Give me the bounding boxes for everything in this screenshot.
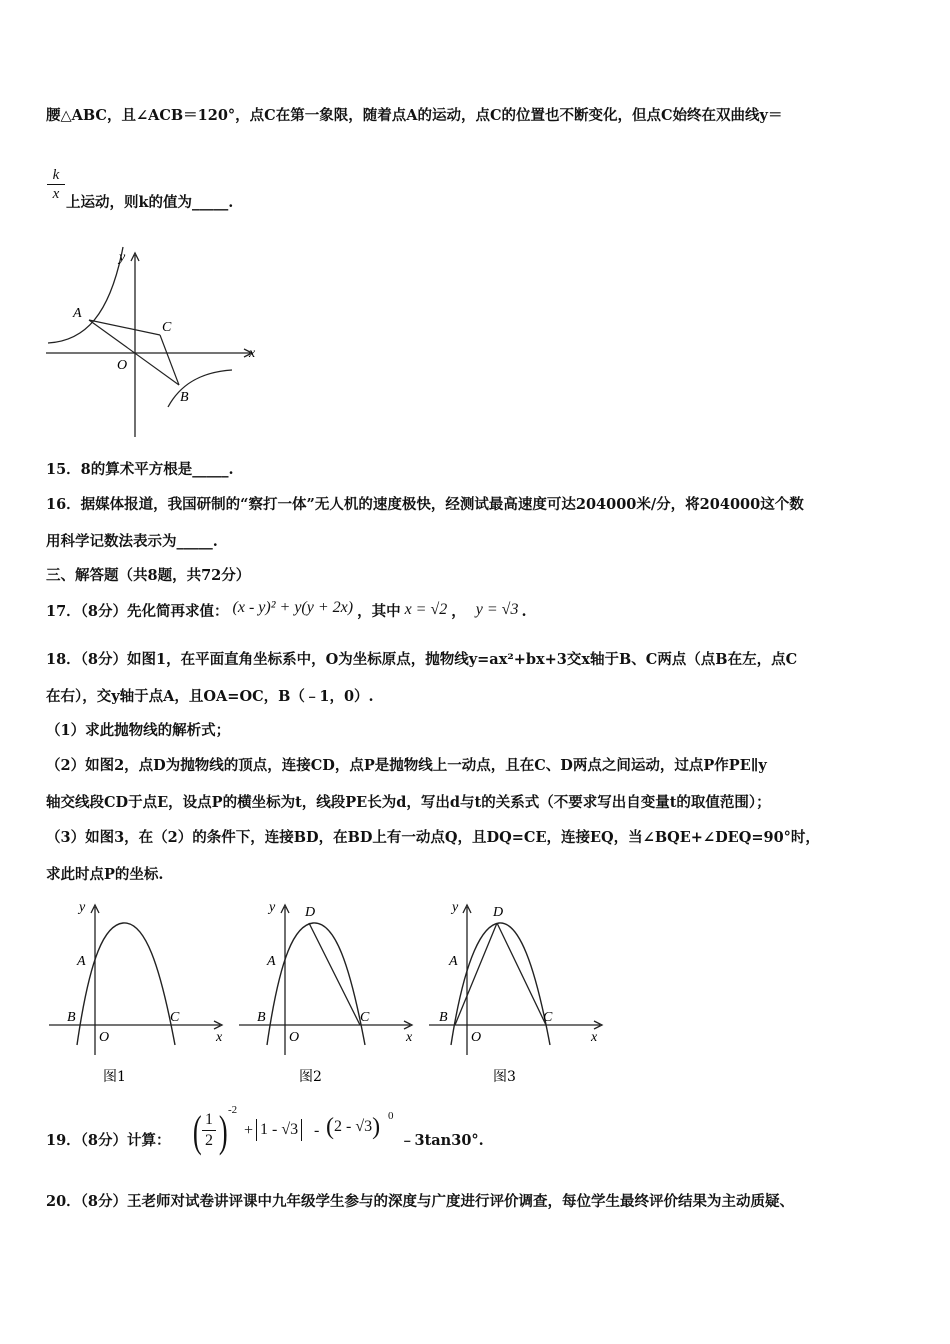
q15-text: 15．8的算术平方根是_____. — [46, 461, 234, 478]
q19-paren-group — [326, 1114, 380, 1141]
fig3-y: y — [452, 900, 459, 915]
fig1-caption: 图1 — [103, 1069, 126, 1085]
q18-part3-line2: 求此时点P的坐标. — [46, 866, 164, 883]
q17-cond-y: y = √3 — [475, 601, 519, 618]
fig2-A: A — [267, 954, 276, 969]
q19-exp1: -2 — [228, 1104, 238, 1116]
fig2-B: B — [257, 1010, 266, 1025]
q14-fig-x: x — [249, 346, 256, 361]
q19-minus: - — [314, 1122, 320, 1139]
q18-figure-2 — [235, 895, 420, 1090]
q17-prefix: 17．（8分）先化简再求值： — [46, 603, 229, 620]
q19-paren-content: 2 - √3 — [334, 1118, 373, 1135]
q19-paren-left: ( — [192, 1107, 202, 1156]
fig2-x: x — [406, 1030, 413, 1045]
q19-frac-num: 1 — [202, 1110, 216, 1131]
fig2-D: D — [305, 905, 316, 920]
fig1-B: B — [67, 1010, 76, 1025]
q18-figure-1 — [45, 895, 230, 1090]
q18-part2-line2: 轴交线段CD于点E，设点P的横坐标为t，线段PE长为d，写出d与t的关系式（不要求写出自变量t的取值范围）； — [46, 794, 771, 811]
section-3-heading: 三、解答题（共8题，共72分） — [46, 567, 251, 584]
q19-plus: + — [244, 1122, 254, 1139]
q18-part2-line1: （2）如图2，点D为抛物线的顶点，连接CD，点P是抛物线上一动点，且在C、D两点之间运动，过点P作PE∥y — [46, 757, 767, 774]
fig2-C: C — [360, 1010, 370, 1025]
q17-sep: ， — [451, 603, 466, 620]
q14-frac-den: x — [52, 186, 60, 202]
q19-frac-den: 2 — [205, 1132, 213, 1149]
fig2-y: y — [269, 900, 276, 915]
fig3-D: D — [493, 905, 504, 920]
q18-figure-3 — [425, 895, 610, 1090]
q14-frac-num: k — [47, 166, 65, 185]
fig1-C: C — [170, 1010, 180, 1025]
q14-line1: 腰△ABC，且∠ACB＝120°，点C在第一象限，随着点A的运动，点C的位置也不断变化，但点C始终在双曲线y＝ — [46, 107, 783, 124]
q20-line1: 20．（8分）王老师对试卷讲评课中九年级学生参与的深度与广度进行评价调查，每位学生最终评价结果为主动质疑、 — [46, 1193, 795, 1210]
fig3-O: O — [471, 1030, 482, 1045]
fig3-C: C — [543, 1010, 553, 1025]
q14-fig-C: C — [162, 320, 172, 335]
q16-line1: 16．据媒体报道，我国研制的“察打一体”无人机的速度极快，经测试最高速度可达204000米/分，将204000这个数 — [46, 496, 804, 513]
fig1-A: A — [77, 954, 86, 969]
q14-line2: 上运动，则k的值为_____. — [66, 194, 234, 211]
fig3-B: B — [439, 1010, 448, 1025]
fig1-O: O — [99, 1030, 110, 1045]
q18-part3-line1: （3）如图3，在（2）的条件下，连接BD，在BD上有一动点Q，且DQ=CE，连接EQ，当∠BQE+∠DEQ=90°时， — [46, 829, 820, 846]
q14-fig-A: A — [73, 306, 82, 321]
fig1-y: y — [79, 900, 86, 915]
q19-abs — [256, 1119, 302, 1141]
q17-expression: (x - y)² + y(y + 2x) — [232, 599, 354, 616]
fig3-x: x — [591, 1030, 598, 1045]
q17-end: . — [521, 603, 527, 620]
q14-fig-B: B — [180, 390, 189, 405]
q14-fig-O: O — [117, 358, 128, 373]
fig3-A: A — [449, 954, 458, 969]
fig1-x: x — [216, 1030, 223, 1045]
q14-fig-y: y — [119, 250, 126, 265]
q14-fraction — [47, 166, 65, 203]
q18-line1: 18．（8分）如图1，在平面直角坐标系中，O为坐标原点，抛物线y=ax²+bx+3交x轴于B、C两点（点B在左，点C — [46, 651, 798, 668]
q19-prefix: 19．（8分）计算： — [46, 1132, 171, 1149]
q19-paren2-left: ( — [326, 1114, 334, 1140]
q14-figure — [40, 245, 265, 445]
q16-line2: 用科学记数法表示为_____. — [46, 533, 218, 550]
q19-exp2: 0 — [388, 1110, 394, 1122]
q18-line2: 在右），交y轴于点A，且OA=OC，B（﹣1，0）. — [46, 688, 374, 705]
fig3-caption: 图3 — [493, 1069, 516, 1085]
q17-cond-x: x = √2 — [404, 601, 448, 618]
q19-abs-content: 1 - √3 — [260, 1121, 299, 1138]
q19-suffix: ﹣3tan30°. — [400, 1132, 484, 1149]
q19-fraction — [202, 1110, 216, 1151]
q17-mid: ，其中 — [357, 603, 401, 620]
q17-line — [46, 600, 527, 621]
fig2-caption: 图2 — [299, 1069, 322, 1085]
q19-paren-right: ) — [218, 1107, 228, 1156]
q19-paren2-right: ) — [372, 1114, 381, 1140]
fig2-O: O — [289, 1030, 300, 1045]
q18-part1: （1）求此抛物线的解析式； — [46, 722, 231, 739]
